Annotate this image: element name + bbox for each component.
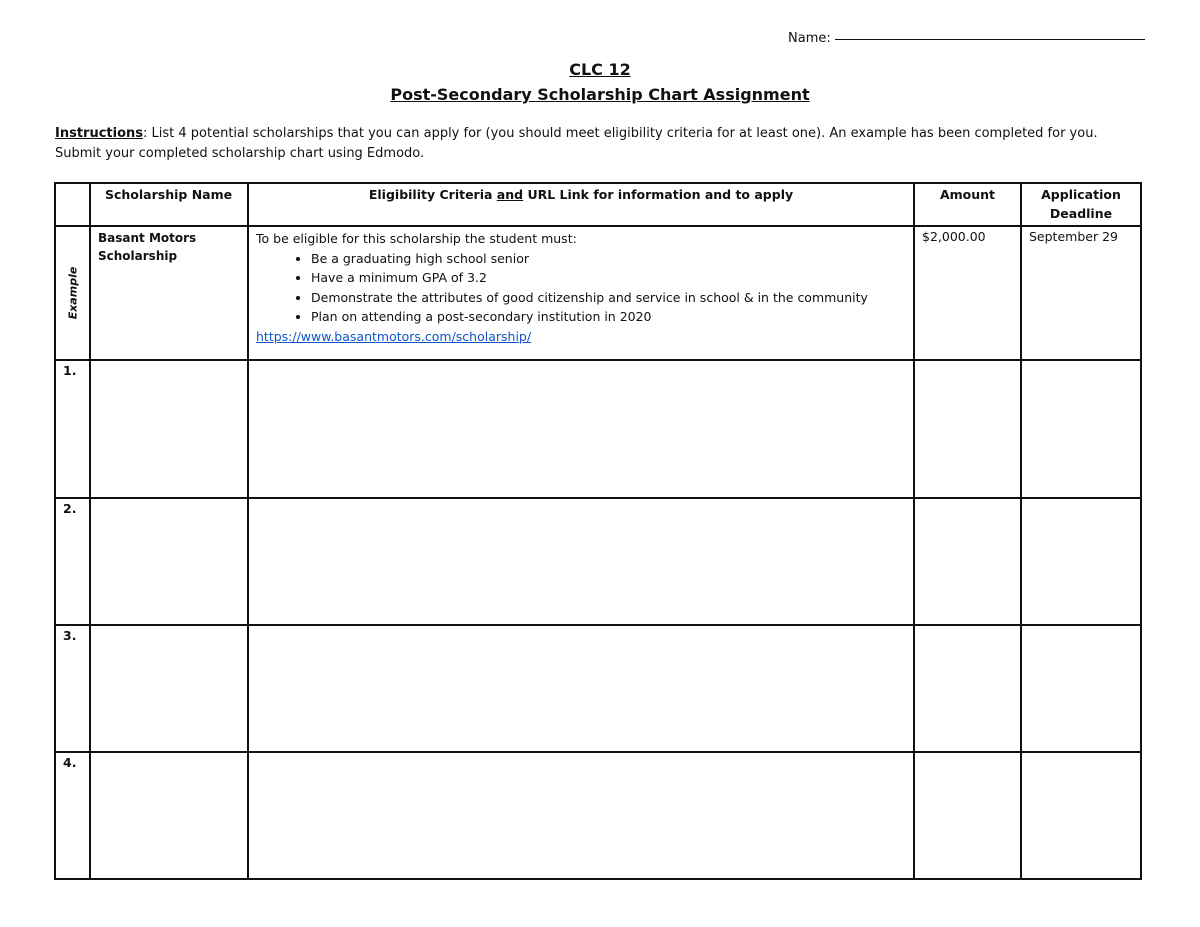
- deadline-cell[interactable]: [1021, 625, 1141, 752]
- deadline-cell[interactable]: [1021, 360, 1141, 498]
- amount-cell[interactable]: [914, 360, 1021, 498]
- row-number: 3.: [55, 625, 90, 752]
- example-criterion: • Plan on attending a post-secondary institution in 2020: [311, 307, 906, 327]
- criteria-cell[interactable]: [248, 752, 914, 879]
- instructions-text: : List 4 potential scholarships that you can apply for (you should meet eligibility criteria for at least one). An example has been completed for you. Submit your completed scholarship chart using Edmodo.: [55, 126, 1098, 161]
- instructions-lead: Instructions: [55, 126, 144, 141]
- name-blank-line[interactable]: [835, 39, 1145, 40]
- example-criterion: • Be a graduating high school senior: [311, 249, 906, 269]
- header-scholarship-name: Scholarship Name: [90, 183, 248, 226]
- amount-cell[interactable]: [914, 625, 1021, 752]
- example-amount: $2,000.00: [914, 226, 1021, 360]
- header-criteria-post: URL Link for information and to apply: [523, 187, 794, 202]
- name-field-line: [788, 31, 1145, 46]
- scholarship-name-cell[interactable]: [90, 625, 248, 752]
- example-scholarship-name: Basant Motors Scholarship: [90, 226, 248, 360]
- row-number: 1.: [55, 360, 90, 498]
- scholarship-name-cell[interactable]: [90, 752, 248, 879]
- header-deadline: Application Deadline: [1021, 183, 1141, 226]
- example-criterion: • Have a minimum GPA of 3.2: [311, 268, 906, 288]
- row-number: 2.: [55, 498, 90, 625]
- name-label: Name:: [788, 31, 831, 46]
- example-criteria-list: [256, 249, 906, 327]
- row-number: 4.: [55, 752, 90, 879]
- example-scholarship-link[interactable]: https://www.basantmotors.com/scholarship/: [256, 328, 532, 344]
- scholarship-name-cell[interactable]: [90, 360, 248, 498]
- header-amount: Amount: [914, 183, 1021, 226]
- assignment-title: Post-Secondary Scholarship Chart Assignment: [390, 85, 810, 104]
- title-block: [0, 57, 1200, 107]
- header-criteria: [248, 183, 914, 226]
- example-deadline: September 29: [1021, 226, 1141, 360]
- criteria-cell[interactable]: [248, 625, 914, 752]
- scholarship-name-cell[interactable]: [90, 498, 248, 625]
- table-row: [55, 752, 1141, 879]
- course-title: CLC 12: [569, 60, 631, 79]
- example-criteria-intro: To be eligible for this scholarship the student must:: [256, 231, 577, 246]
- amount-cell[interactable]: [914, 752, 1021, 879]
- header-number-cell: [55, 183, 90, 226]
- example-label: Example: [66, 266, 79, 320]
- header-criteria-and: and: [496, 187, 524, 202]
- criteria-cell[interactable]: [248, 498, 914, 625]
- table-row: [55, 498, 1141, 625]
- example-row: [55, 226, 1141, 360]
- header-row: [55, 183, 1141, 226]
- example-label-cell: [55, 226, 90, 360]
- example-criterion: • Demonstrate the attributes of good citizenship and service in school & in the community: [311, 288, 906, 308]
- deadline-cell[interactable]: [1021, 498, 1141, 625]
- amount-cell[interactable]: [914, 498, 1021, 625]
- table-row: [55, 625, 1141, 752]
- scholarship-chart: [54, 182, 1142, 880]
- header-criteria-pre: Eligibility Criteria: [368, 187, 497, 202]
- example-criteria-cell: [248, 226, 914, 360]
- deadline-cell[interactable]: [1021, 752, 1141, 879]
- table-row: [55, 360, 1141, 498]
- instructions: [55, 124, 1145, 164]
- criteria-cell[interactable]: [248, 360, 914, 498]
